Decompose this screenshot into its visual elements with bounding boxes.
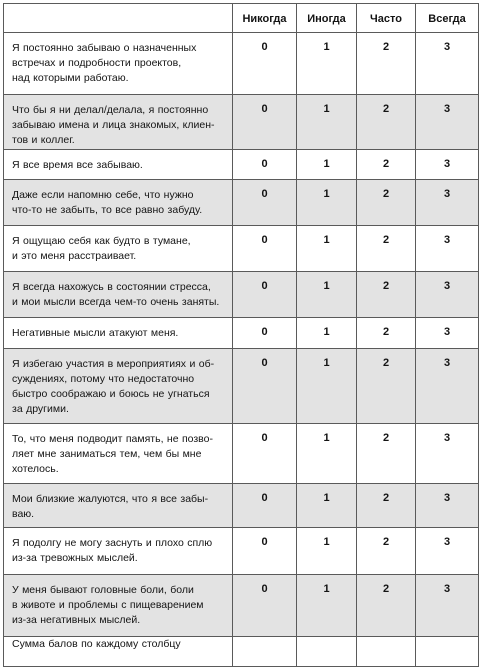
header-statement — [4, 4, 233, 33]
statement-line: Негативные мысли атакуют меня. — [12, 327, 179, 340]
score-sometimes[interactable]: 1 — [297, 33, 357, 95]
header-never: Никогда — [233, 4, 297, 33]
statement-text — [4, 149, 233, 179]
score-sometimes[interactable]: 1 — [297, 318, 357, 348]
statement-text — [4, 179, 233, 225]
statement-text — [4, 33, 233, 95]
header-row — [4, 4, 479, 33]
score-sometimes[interactable]: 1 — [297, 574, 357, 636]
statement-text — [4, 348, 233, 423]
statement-line: встречах и подробности проектов, — [12, 57, 182, 69]
score-sometimes[interactable]: 1 — [297, 528, 357, 574]
score-sometimes[interactable]: 1 — [297, 272, 357, 318]
statement-line: У меня бывают головные боли, боли — [12, 583, 194, 596]
statement-line: ляет мне заниматься тем, чем бы мне — [12, 447, 202, 460]
statement-line: Мои близкие жалуются, что я все забы- — [12, 493, 209, 506]
sum-label: Сумма балов по каждому столбцу — [4, 637, 233, 667]
score-always[interactable]: 3 — [416, 423, 479, 483]
sum-always-cell[interactable] — [416, 637, 479, 667]
statement-line: Я всегда нахожусь в состоянии стресса, — [12, 281, 211, 294]
score-often[interactable]: 2 — [357, 179, 416, 225]
score-never[interactable]: 0 — [233, 179, 297, 225]
score-never[interactable]: 0 — [233, 95, 297, 149]
table-row — [4, 484, 479, 528]
statement-line: за другими. — [12, 402, 69, 415]
statement-line: Я избегаю участия в мероприятиях и об- — [12, 357, 215, 370]
statement-line: и мои мысли всегда чем-то очень заняты. — [12, 296, 220, 309]
score-sometimes[interactable]: 1 — [297, 484, 357, 528]
score-often[interactable]: 2 — [357, 318, 416, 348]
header-sometimes: Иногда — [297, 4, 357, 33]
score-sometimes[interactable]: 1 — [297, 179, 357, 225]
statement-text — [4, 95, 233, 149]
score-never[interactable]: 0 — [233, 423, 297, 483]
score-never[interactable]: 0 — [233, 225, 297, 271]
statement-line: быстро соображаю и боюсь не угнаться — [12, 387, 210, 400]
score-always[interactable]: 3 — [416, 318, 479, 348]
score-always[interactable]: 3 — [416, 484, 479, 528]
statement-line: Я ощущаю себя как будто в тумане, — [12, 234, 191, 247]
statement-line: что-то не забыть, то все равно забуду. — [12, 203, 203, 216]
score-always[interactable]: 3 — [416, 33, 479, 95]
score-always[interactable]: 3 — [416, 179, 479, 225]
table-row — [4, 33, 479, 95]
statement-line: Даже если напомню себе, что нужно — [12, 188, 194, 201]
sum-never-cell[interactable] — [233, 637, 297, 667]
score-often[interactable]: 2 — [357, 149, 416, 179]
statement-line: в животе и проблемы с пищеварением — [12, 598, 204, 611]
score-sometimes[interactable]: 1 — [297, 348, 357, 423]
header-often: Часто — [357, 4, 416, 33]
table-row — [4, 149, 479, 179]
statement-line: из-за негативных мыслей. — [12, 613, 141, 626]
score-always[interactable]: 3 — [416, 348, 479, 423]
table-row — [4, 225, 479, 271]
score-always[interactable]: 3 — [416, 528, 479, 574]
table-row — [4, 528, 479, 574]
statement-text — [4, 318, 233, 348]
score-never[interactable]: 0 — [233, 272, 297, 318]
statement-line: хотелось. — [12, 462, 59, 475]
statement-text — [4, 574, 233, 636]
statement-line: над которыми работаю. — [12, 72, 129, 84]
questionnaire-table — [3, 3, 479, 667]
score-often[interactable]: 2 — [357, 423, 416, 483]
score-often[interactable]: 2 — [357, 272, 416, 318]
score-never[interactable]: 0 — [233, 149, 297, 179]
table-row — [4, 95, 479, 149]
statement-text — [4, 225, 233, 271]
statement-line: То, что меня подводит память, не позво- — [12, 432, 213, 445]
score-often[interactable]: 2 — [357, 484, 416, 528]
statement-line: из-за тревожных мыслей. — [12, 552, 138, 565]
score-always[interactable]: 3 — [416, 272, 479, 318]
score-always[interactable]: 3 — [416, 149, 479, 179]
sum-often-cell[interactable] — [357, 637, 416, 667]
score-always[interactable]: 3 — [416, 574, 479, 636]
score-often[interactable]: 2 — [357, 225, 416, 271]
score-never[interactable]: 0 — [233, 348, 297, 423]
statement-line: Я подолгу не могу заснуть и плохо сплю — [12, 537, 213, 550]
statement-line: Что бы я ни делал/делала, я постоянно — [12, 104, 209, 117]
score-never[interactable]: 0 — [233, 574, 297, 636]
table-row — [4, 574, 479, 636]
table-row — [4, 348, 479, 423]
statement-line: суждениях, потому что недостаточно — [12, 372, 195, 385]
statement-line: тов и коллег. — [12, 134, 75, 147]
table-row — [4, 423, 479, 483]
statement-text — [4, 423, 233, 483]
score-never[interactable]: 0 — [233, 318, 297, 348]
score-often[interactable]: 2 — [357, 528, 416, 574]
statement-text — [4, 528, 233, 574]
score-sometimes[interactable]: 1 — [297, 423, 357, 483]
score-never[interactable]: 0 — [233, 33, 297, 95]
statement-line: забываю имена и лица знакомых, клиен- — [12, 119, 215, 132]
score-never[interactable]: 0 — [233, 484, 297, 528]
score-sometimes[interactable]: 1 — [297, 149, 357, 179]
statement-line: Я постоянно забываю о назначенных — [12, 42, 197, 54]
score-sometimes[interactable]: 1 — [297, 225, 357, 271]
score-never[interactable]: 0 — [233, 528, 297, 574]
table-row — [4, 318, 479, 348]
score-often[interactable]: 2 — [357, 348, 416, 423]
statement-text — [4, 484, 233, 528]
statement-line: Я все время все забываю. — [12, 158, 143, 171]
score-always[interactable]: 3 — [416, 95, 479, 149]
sum-sometimes-cell[interactable] — [297, 637, 357, 667]
statement-text — [4, 272, 233, 318]
header-always: Всегда — [416, 4, 479, 33]
score-always[interactable]: 3 — [416, 225, 479, 271]
statement-line: и это меня расстраивает. — [12, 249, 137, 262]
table-row — [4, 179, 479, 225]
statement-line: ваю. — [12, 508, 35, 521]
table-row — [4, 272, 479, 318]
score-often[interactable]: 2 — [357, 574, 416, 636]
sum-row — [4, 637, 479, 667]
score-often[interactable]: 2 — [357, 95, 416, 149]
score-often[interactable]: 2 — [357, 33, 416, 95]
score-sometimes[interactable]: 1 — [297, 95, 357, 149]
